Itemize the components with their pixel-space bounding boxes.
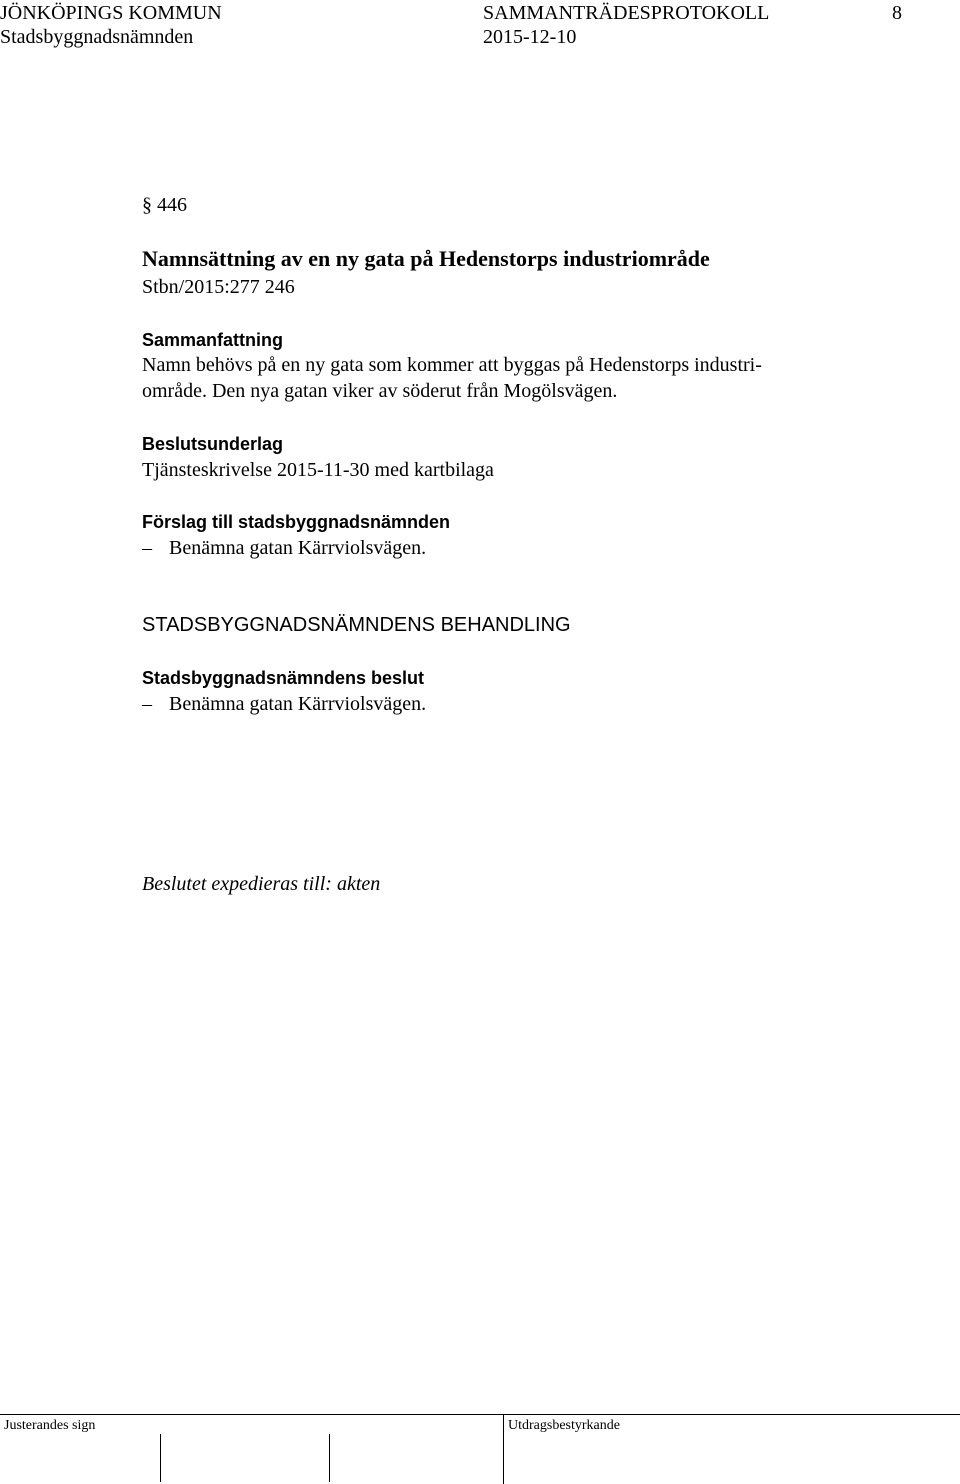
page-number: 8	[892, 2, 902, 24]
summary-line-2: område. Den nya gatan viker av söderut från Mogölsvägen.	[142, 380, 618, 402]
list-dash: –	[142, 693, 152, 715]
decision-list-item	[142, 691, 542, 717]
footer-column-divider	[503, 1414, 504, 1484]
justering-label: Justerandes sign	[4, 1418, 96, 1433]
paragraph-number: § 446	[142, 194, 187, 216]
document-type: SAMMANTRÄDESPROTOKOLL	[483, 2, 770, 24]
basis-text: Tjänsteskrivelse 2015-11-30 med kartbilaga	[142, 459, 494, 481]
summary-heading: Sammanfattning	[142, 330, 284, 350]
signature-box-line	[329, 1434, 330, 1482]
proposal-list-item	[142, 535, 542, 561]
committee-name: Stadsbyggnadsnämnden	[0, 26, 194, 48]
handling-heading: STADSBYGGNADSNÄMNDENS BEHANDLING	[142, 614, 571, 636]
summary-line-1: Namn behövs på en ny gata som kommer att byggas på Hedenstorps industri-	[142, 354, 762, 376]
footer-divider	[0, 1414, 960, 1415]
list-dash: –	[142, 537, 152, 559]
item-title: Namnsättning av en ny gata på Hedenstorps industriområde	[142, 246, 710, 271]
distribution-note: Beslutet expedieras till: akten	[142, 873, 381, 895]
case-reference: Stbn/2015:277 246	[142, 276, 295, 298]
utdrag-label: Utdragsbestyrkande	[508, 1418, 620, 1433]
signature-box-line	[160, 1434, 161, 1482]
organization-name: JÖNKÖPINGS KOMMUN	[0, 2, 222, 24]
proposal-heading: Förslag till stadsbyggnadsnämnden	[142, 512, 451, 532]
meeting-date: 2015-12-10	[483, 26, 577, 48]
basis-heading: Beslutsunderlag	[142, 434, 284, 454]
proposal-item-text: Benämna gatan Kärrviolsvägen.	[169, 537, 427, 559]
decision-heading: Stadsbyggnadsnämndens beslut	[142, 668, 425, 688]
decision-item-text: Benämna gatan Kärrviolsvägen.	[169, 693, 427, 715]
